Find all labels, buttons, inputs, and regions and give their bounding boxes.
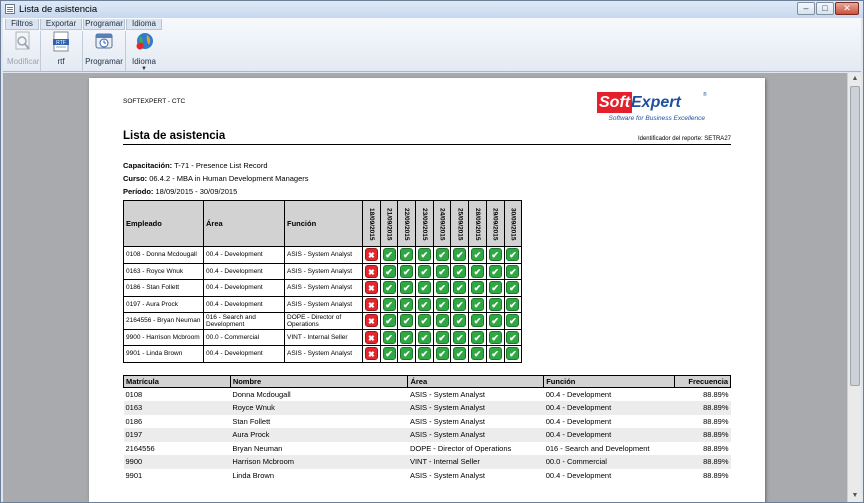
- present-check-icon: ✔: [436, 298, 449, 311]
- attendance-mark-cell: [486, 346, 504, 363]
- attendance-mark-cell: [398, 280, 416, 297]
- language-button[interactable]: [128, 31, 160, 72]
- attendance-mark-cell: [433, 263, 451, 280]
- present-check-icon: ✔: [418, 265, 431, 278]
- document-icon: [5, 4, 15, 14]
- id-cell: 9901: [125, 470, 143, 480]
- rtf-file-icon: [51, 31, 71, 53]
- maximize-button[interactable]: □: [816, 2, 834, 15]
- attendance-mark-cell: [504, 247, 522, 264]
- function-cell: 016 - Search and Development: [545, 443, 650, 453]
- attendance-mark-cell: [486, 263, 504, 280]
- present-check-icon: ✔: [383, 331, 396, 344]
- frequency-cell: 88.89%: [703, 416, 729, 426]
- present-check-icon: ✔: [453, 331, 466, 344]
- present-check-icon: ✔: [453, 265, 466, 278]
- id-cell: 0197: [124, 428, 231, 442]
- title-bar: [1, 1, 863, 18]
- present-check-icon: ✔: [471, 248, 484, 261]
- ribbon: [3, 18, 861, 72]
- attendance-mark-cell: [433, 346, 451, 363]
- group-schedule-tab: Programar: [83, 19, 125, 30]
- attendance-mark-cell: [398, 313, 416, 330]
- function-cell: DOPE - Director of Operations: [285, 313, 363, 330]
- frequency-cell: 88.89%: [703, 470, 729, 480]
- language-label: Idioma: [131, 57, 156, 66]
- area-cell: 00.4 - Development: [204, 247, 285, 264]
- employee-cell: 0163 - Royce Wnuk: [124, 263, 204, 280]
- name-cell: Aura Prock: [230, 428, 408, 442]
- attendance-mark-cell: [380, 280, 398, 297]
- attendance-mark-cell: [398, 247, 416, 264]
- area-header: Área: [408, 376, 544, 388]
- summary-row: [124, 469, 731, 483]
- training-value: T-71 - Presence List Record: [174, 161, 268, 170]
- present-check-icon: ✔: [436, 347, 449, 360]
- attendance-mark-cell: [363, 263, 381, 280]
- attendance-mark-cell: [416, 296, 434, 313]
- logo-soft-text: Soft: [599, 94, 631, 111]
- period-label: Período:: [123, 187, 154, 196]
- present-check-icon: ✔: [506, 314, 519, 327]
- date-header: [451, 201, 469, 247]
- attendance-mark-cell: [416, 280, 434, 297]
- function-cell: 00.4 - Development: [545, 390, 612, 399]
- summary-row: [124, 455, 731, 469]
- name-cell: Harrison Mcbroom: [230, 455, 408, 469]
- summary-row: [124, 428, 731, 442]
- attendance-row: [124, 346, 522, 363]
- function-cell: 00.4 - Development: [544, 401, 675, 415]
- present-check-icon: ✔: [418, 248, 431, 261]
- absent-cross-icon: ✖: [365, 331, 378, 344]
- attendance-mark-cell: [504, 346, 522, 363]
- attendance-mark-cell: [451, 329, 469, 346]
- attendance-mark-cell: [486, 313, 504, 330]
- attendance-mark-cell: [433, 247, 451, 264]
- present-check-icon: ✔: [506, 331, 519, 344]
- frequency-header: Frecuencia: [674, 376, 730, 388]
- attendance-mark-cell: [486, 329, 504, 346]
- logo-tagline: Software for Business Excellence: [608, 115, 705, 122]
- area-cell: 00.4 - Development: [204, 346, 285, 363]
- frequency-summary-table: [123, 375, 731, 482]
- attendance-mark-cell: [416, 329, 434, 346]
- present-check-icon: ✔: [471, 314, 484, 327]
- present-check-icon: ✔: [489, 331, 502, 344]
- date-label: 29/09/2015: [491, 207, 499, 241]
- present-check-icon: ✔: [383, 347, 396, 360]
- group-language-tab: Idioma: [126, 19, 162, 30]
- present-check-icon: ✔: [489, 281, 502, 294]
- present-check-icon: ✔: [506, 298, 519, 311]
- attendance-mark-cell: [433, 329, 451, 346]
- report-viewer: [3, 73, 861, 502]
- function-cell: ASIS - System Analyst: [285, 296, 363, 313]
- attendance-mark-cell: [504, 313, 522, 330]
- present-check-icon: ✔: [489, 265, 502, 278]
- attendance-row: [124, 313, 522, 330]
- attendance-mark-cell: [451, 280, 469, 297]
- attendance-mark-cell: [451, 346, 469, 363]
- softexpert-logo: [565, 92, 705, 128]
- course-value: 06.4.2 - MBA in Human Development Managers: [149, 174, 309, 183]
- present-check-icon: ✔: [400, 248, 413, 261]
- employee-cell: 0108 - Donna Mcdougall: [124, 247, 204, 264]
- modify-button[interactable]: [7, 31, 39, 66]
- attendance-mark-cell: [363, 247, 381, 264]
- attendance-table: [123, 200, 522, 363]
- id-cell: 0108: [125, 390, 143, 399]
- close-button[interactable]: ✕: [835, 2, 859, 15]
- attendance-mark-cell: [363, 329, 381, 346]
- attendance-mark-cell: [380, 263, 398, 280]
- area-cell: DOPE - Director of Operations: [409, 443, 512, 453]
- id-cell: 2164556: [125, 443, 155, 453]
- rtf-label: rtf: [57, 57, 65, 66]
- attendance-mark-cell: [363, 346, 381, 363]
- present-check-icon: ✔: [400, 298, 413, 311]
- area-cell: ASIS - System Analyst: [408, 401, 544, 415]
- absent-cross-icon: ✖: [365, 265, 378, 278]
- present-check-icon: ✔: [436, 281, 449, 294]
- minimize-button[interactable]: –: [797, 2, 815, 15]
- attendance-mark-cell: [380, 247, 398, 264]
- area-cell: 00.0 - Commercial: [204, 329, 285, 346]
- group-export-tab: Exportar: [40, 19, 82, 30]
- attendance-mark-cell: [451, 263, 469, 280]
- date-header: [433, 201, 451, 247]
- present-check-icon: ✔: [471, 331, 484, 344]
- attendance-mark-cell: [416, 313, 434, 330]
- frequency-cell: 88.89%: [703, 390, 729, 399]
- attendance-mark-cell: [398, 346, 416, 363]
- present-check-icon: ✔: [418, 298, 431, 311]
- present-check-icon: ✔: [489, 298, 502, 311]
- present-check-icon: ✔: [471, 265, 484, 278]
- date-header: [504, 201, 522, 247]
- present-check-icon: ✔: [489, 347, 502, 360]
- summary-row: [124, 388, 731, 402]
- attendance-mark-cell: [363, 313, 381, 330]
- name-cell: Stan Follett: [232, 416, 271, 426]
- id-cell: 0163: [124, 401, 231, 415]
- attendance-mark-cell: [469, 346, 487, 363]
- absent-cross-icon: ✖: [365, 314, 378, 327]
- area-cell: ASIS - System Analyst: [409, 470, 485, 480]
- present-check-icon: ✔: [453, 298, 466, 311]
- present-check-icon: ✔: [383, 281, 396, 294]
- present-check-icon: ✔: [436, 265, 449, 278]
- present-check-icon: ✔: [418, 347, 431, 360]
- area-cell: ASIS - System Analyst: [409, 390, 485, 399]
- employee-cell: 9901 - Linda Brown: [124, 346, 204, 363]
- function-header: Función: [544, 376, 675, 388]
- function-cell: 00.4 - Development: [544, 428, 675, 442]
- language-globe-icon: [134, 31, 154, 53]
- attendance-mark-cell: [380, 313, 398, 330]
- present-check-icon: ✔: [418, 314, 431, 327]
- frequency-cell: 88.89%: [674, 428, 730, 442]
- attendance-mark-cell: [416, 346, 434, 363]
- present-check-icon: ✔: [418, 281, 431, 294]
- attendance-mark-cell: [416, 263, 434, 280]
- attendance-mark-cell: [398, 263, 416, 280]
- date-header: [363, 201, 381, 247]
- absent-cross-icon: ✖: [365, 298, 378, 311]
- vertical-scrollbar[interactable]: [847, 73, 861, 502]
- present-check-icon: ✔: [400, 314, 413, 327]
- present-check-icon: ✔: [400, 347, 413, 360]
- absent-cross-icon: ✖: [365, 248, 378, 261]
- training-line: [123, 161, 268, 170]
- name-cell: Bryan Neuman: [232, 443, 283, 453]
- present-check-icon: ✔: [436, 248, 449, 261]
- date-header: [398, 201, 416, 247]
- attendance-row: [124, 280, 522, 297]
- date-label: 21/09/2015: [385, 207, 393, 241]
- schedule-button[interactable]: [85, 31, 123, 66]
- attendance-mark-cell: [486, 296, 504, 313]
- registered-icon: ®: [703, 92, 707, 98]
- area-header: Área: [204, 201, 285, 247]
- attendance-mark-cell: [469, 280, 487, 297]
- attendance-mark-cell: [486, 280, 504, 297]
- attendance-row: [124, 296, 522, 313]
- function-cell: 00.4 - Development: [545, 416, 612, 426]
- report-identifier: Identificador del reporte: SETRA27: [637, 136, 731, 142]
- attendance-mark-cell: [451, 313, 469, 330]
- id-header: Matrícula: [124, 376, 231, 388]
- function-header: Función: [285, 201, 363, 247]
- period-value: 18/09/2015 - 30/09/2015: [155, 187, 238, 196]
- attendance-mark-cell: [469, 329, 487, 346]
- area-cell: 00.4 - Development: [204, 296, 285, 313]
- employee-header: Empleado: [124, 201, 204, 247]
- area-cell: VINT - Internal Seller: [408, 455, 544, 469]
- window-title: Lista de asistencia: [19, 4, 98, 15]
- absent-cross-icon: ✖: [365, 281, 378, 294]
- present-check-icon: ✔: [453, 248, 466, 261]
- present-check-icon: ✔: [400, 281, 413, 294]
- period-line: [123, 187, 237, 196]
- attendance-mark-cell: [380, 296, 398, 313]
- attendance-mark-cell: [469, 247, 487, 264]
- company-name: SOFTEXPERT - CTC: [123, 98, 186, 105]
- dropdown-arrow-icon: ▼: [141, 66, 147, 72]
- present-check-icon: ✔: [383, 248, 396, 261]
- logo-expert-text: Expert: [631, 94, 681, 111]
- present-check-icon: ✔: [383, 265, 396, 278]
- attendance-mark-cell: [504, 280, 522, 297]
- attendance-row: [124, 263, 522, 280]
- frequency-cell: 88.89%: [674, 455, 730, 469]
- date-header: [486, 201, 504, 247]
- attendance-mark-cell: [398, 296, 416, 313]
- course-line: [123, 174, 309, 183]
- attendance-mark-cell: [504, 296, 522, 313]
- attendance-mark-cell: [433, 296, 451, 313]
- present-check-icon: ✔: [471, 347, 484, 360]
- id-cell: 9900: [124, 455, 231, 469]
- attendance-mark-cell: [433, 313, 451, 330]
- attendance-row: [124, 329, 522, 346]
- function-cell: ASIS - System Analyst: [285, 247, 363, 264]
- present-check-icon: ✔: [506, 248, 519, 261]
- name-header: Nombre: [230, 376, 408, 388]
- absent-cross-icon: ✖: [365, 347, 378, 360]
- date-label: 22/09/2015: [403, 207, 411, 241]
- attendance-mark-cell: [398, 329, 416, 346]
- present-check-icon: ✔: [489, 248, 502, 261]
- employee-cell: 9900 - Harrison Mcbroom: [124, 329, 204, 346]
- attendance-mark-cell: [451, 247, 469, 264]
- present-check-icon: ✔: [418, 331, 431, 344]
- date-label: 30/09/2015: [509, 207, 517, 241]
- area-cell: 00.4 - Development: [204, 263, 285, 280]
- attendance-mark-cell: [433, 280, 451, 297]
- present-check-icon: ✔: [400, 265, 413, 278]
- present-check-icon: ✔: [453, 347, 466, 360]
- present-check-icon: ✔: [436, 314, 449, 327]
- attendance-mark-cell: [363, 280, 381, 297]
- scroll-up-icon[interactable]: ▲: [851, 75, 859, 82]
- present-check-icon: ✔: [506, 281, 519, 294]
- date-label: 28/09/2015: [473, 207, 481, 241]
- name-cell: Royce Wnuk: [230, 401, 408, 415]
- magnifier-document-icon: [13, 31, 33, 53]
- name-cell: Donna Mcdougall: [232, 390, 291, 399]
- attendance-mark-cell: [469, 296, 487, 313]
- present-check-icon: ✔: [400, 331, 413, 344]
- present-check-icon: ✔: [489, 314, 502, 327]
- group-filters-tab: Filtros: [5, 19, 39, 30]
- id-cell: 0186: [125, 416, 143, 426]
- schedule-label: Programar: [85, 57, 123, 66]
- attendance-mark-cell: [504, 329, 522, 346]
- attendance-mark-cell: [486, 247, 504, 264]
- training-label: Capacitación:: [123, 161, 173, 170]
- summary-row: [124, 415, 731, 429]
- attendance-mark-cell: [469, 263, 487, 280]
- attendance-mark-cell: [380, 346, 398, 363]
- function-cell: VINT - Internal Seller: [285, 329, 363, 346]
- present-check-icon: ✔: [436, 331, 449, 344]
- summary-row: [124, 401, 731, 415]
- area-cell: ASIS - System Analyst: [408, 428, 544, 442]
- attendance-mark-cell: [469, 313, 487, 330]
- report-title: Lista de asistencia: [123, 130, 226, 142]
- employee-cell: 0197 - Aura Prock: [124, 296, 204, 313]
- present-check-icon: ✔: [453, 281, 466, 294]
- date-label: 24/09/2015: [438, 207, 446, 241]
- attendance-mark-cell: [504, 263, 522, 280]
- date-label: 18/09/2015: [367, 207, 375, 241]
- area-cell: 016 - Search and Development: [204, 313, 285, 330]
- present-check-icon: ✔: [506, 347, 519, 360]
- separator: [82, 31, 83, 71]
- frequency-cell: 88.89%: [703, 443, 729, 453]
- present-check-icon: ✔: [471, 298, 484, 311]
- area-cell: 00.4 - Development: [204, 280, 285, 297]
- scroll-down-icon[interactable]: ▼: [851, 492, 859, 499]
- attendance-mark-cell: [451, 296, 469, 313]
- date-label: 25/09/2015: [456, 207, 464, 241]
- function-cell: ASIS - System Analyst: [285, 263, 363, 280]
- present-check-icon: ✔: [471, 281, 484, 294]
- employee-cell: 2164556 - Bryan Neuman: [124, 313, 204, 330]
- report-page: [89, 78, 765, 502]
- separator: [40, 31, 41, 71]
- date-header: [416, 201, 434, 247]
- function-cell: ASIS - System Analyst: [285, 280, 363, 297]
- date-header: [469, 201, 487, 247]
- separator: [125, 31, 126, 71]
- course-label: Curso:: [123, 174, 148, 183]
- present-check-icon: ✔: [506, 265, 519, 278]
- attendance-row: [124, 247, 522, 264]
- name-cell: Linda Brown: [232, 470, 275, 480]
- title-divider: [123, 144, 731, 145]
- employee-cell: 0186 - Stan Follett: [124, 280, 204, 297]
- present-check-icon: ✔: [383, 298, 396, 311]
- function-cell: ASIS - System Analyst: [285, 346, 363, 363]
- attendance-mark-cell: [363, 296, 381, 313]
- attendance-mark-cell: [416, 247, 434, 264]
- modify-label: Modificar: [7, 57, 40, 66]
- present-check-icon: ✔: [453, 314, 466, 327]
- area-cell: ASIS - System Analyst: [409, 416, 485, 426]
- export-rtf-button[interactable]: [45, 31, 77, 66]
- svg-text:RTF: RTF: [56, 40, 66, 46]
- function-cell: 00.4 - Development: [545, 470, 612, 480]
- scroll-thumb[interactable]: [850, 86, 860, 386]
- date-label: 23/09/2015: [420, 207, 428, 241]
- present-check-icon: ✔: [383, 314, 396, 327]
- function-cell: 00.0 - Commercial: [544, 455, 675, 469]
- date-header: [380, 201, 398, 247]
- frequency-cell: 88.89%: [674, 401, 730, 415]
- attendance-mark-cell: [380, 329, 398, 346]
- summary-row: [124, 442, 731, 456]
- calendar-clock-icon: [94, 31, 114, 53]
